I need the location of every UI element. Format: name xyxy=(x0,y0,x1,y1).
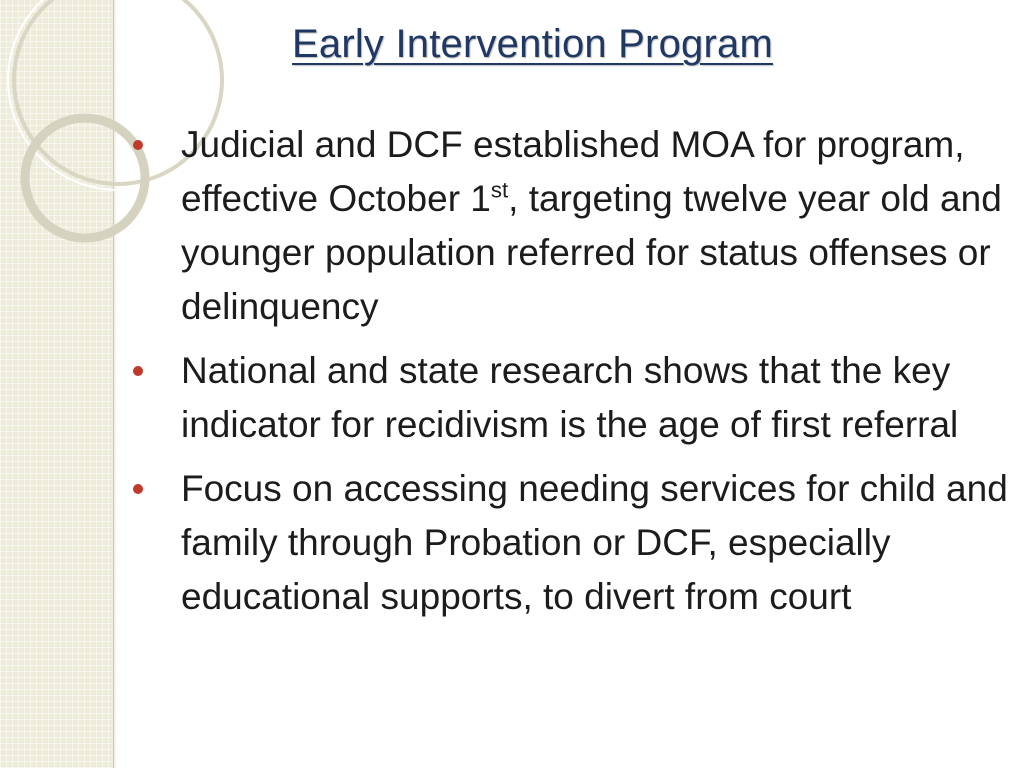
slide-title: Early Intervention Program xyxy=(292,22,773,66)
bullet-dot-icon xyxy=(133,484,143,494)
bullet-dot-icon xyxy=(133,366,143,376)
bullet-text-focus: Focus on accessing needing services for child and family through Probation or DCF, especially educational supports, to divert from court xyxy=(181,468,1008,617)
ordinal-suffix: st xyxy=(490,177,509,203)
bullet-text-moa xyxy=(181,118,1010,334)
bullet-item-focus xyxy=(130,462,1010,624)
bullet-text-research: National and state research shows that the key indicator for recidivism is the age of first referral xyxy=(181,350,959,445)
bullet-text-moa-part1: Judicial and DCF established MOA for program, effective October 1 xyxy=(181,124,965,219)
bullet-dot-icon xyxy=(133,140,143,150)
bullet-item-research xyxy=(130,344,1010,452)
bullet-list xyxy=(130,118,1010,634)
bullet-item-moa xyxy=(130,118,1010,334)
decorative-rings xyxy=(0,0,130,260)
bullet-text-moa-part2: , targeting twelve year old and younger population referred for status offenses or delinquency xyxy=(181,178,1002,327)
